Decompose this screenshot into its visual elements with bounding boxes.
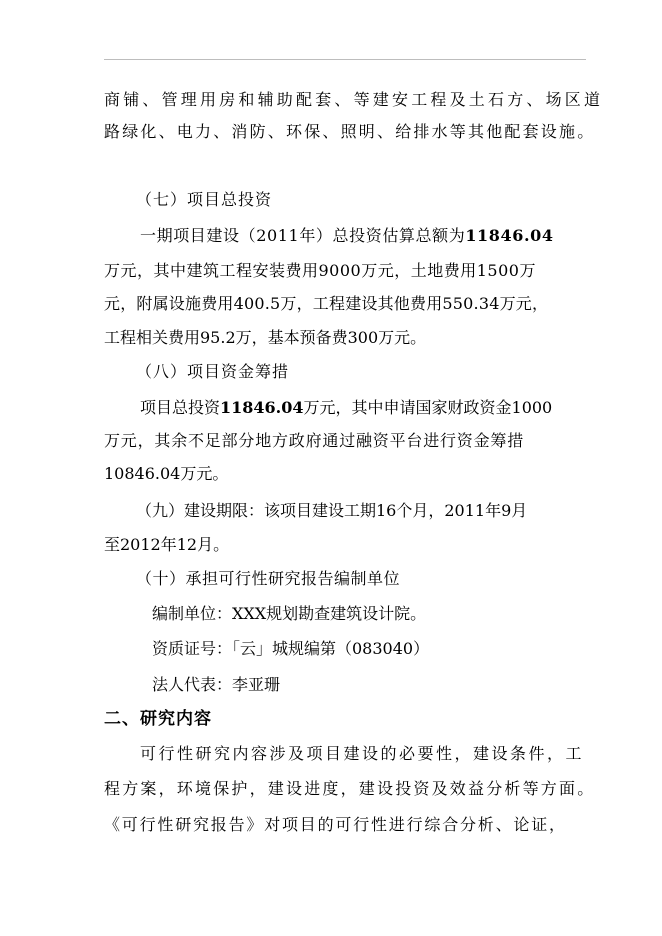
- investment-line-3: 元，附属设施费用400.5万，工程建设其他费用550.34万元，: [104, 294, 549, 313]
- investment-line-1: [140, 225, 554, 247]
- investment-line-2: 万元，其中建筑工程安装费用9000万元，土地费用1500万: [104, 261, 536, 280]
- research-line-3: 《可行性研究报告》对项目的可行性进行综合分析、论证，: [104, 815, 567, 834]
- construction-period-line-1: （九）建设期限：该项目建设工期16个月，2011年9月: [136, 501, 528, 520]
- heading-compiler: （十）承担可行性研究报告编制单位: [136, 569, 401, 588]
- funding-line-1: [140, 397, 552, 419]
- legal-representative: 法人代表：李亚珊: [152, 675, 281, 694]
- section-heading-research-content: 二、研究内容: [104, 709, 212, 729]
- construction-period-line-2: 至2012年12月。: [104, 535, 230, 554]
- funding-line-2: 万元，其余不足部分地方政府通过融资平台进行资金筹措: [104, 431, 525, 450]
- body-line-1: 商铺、管理用房和辅助配套、等建安工程及土石方、场区道: [104, 90, 604, 109]
- investment-line-4: 工程相关费用95.2万，基本预备费300万元。: [104, 328, 427, 347]
- header-rule: [104, 59, 586, 60]
- funding-line-1-post: 万元，其中申请国家财政资金1000: [303, 398, 553, 417]
- body-line-2: 路绿化、电力、消防、环保、照明、给排水等其他配套设施。: [104, 122, 596, 141]
- heading-funding: （八）项目资金筹措: [136, 362, 290, 381]
- compiler-unit: 编制单位：XXX规划勘查建筑设计院。: [152, 604, 427, 623]
- funding-line-1-pre: 项目总投资: [140, 398, 221, 417]
- funding-total-bold: 11846.04: [220, 398, 304, 417]
- research-line-1: 可行性研究内容涉及项目建设的必要性，建设条件，工: [140, 744, 585, 763]
- investment-line-1-text: 一期项目建设（2011年）总投资估算总额为: [140, 226, 466, 245]
- funding-line-3: 10846.04万元。: [104, 464, 229, 483]
- qualification-number: 资质证号：「云」城规编第（083040）: [152, 639, 430, 658]
- research-line-2: 程方案，环境保护，建设进度，建设投资及效益分析等方面。: [104, 779, 596, 798]
- investment-total-bold: 11846.04: [465, 226, 554, 245]
- heading-total-investment: （七）项目总投资: [136, 190, 273, 209]
